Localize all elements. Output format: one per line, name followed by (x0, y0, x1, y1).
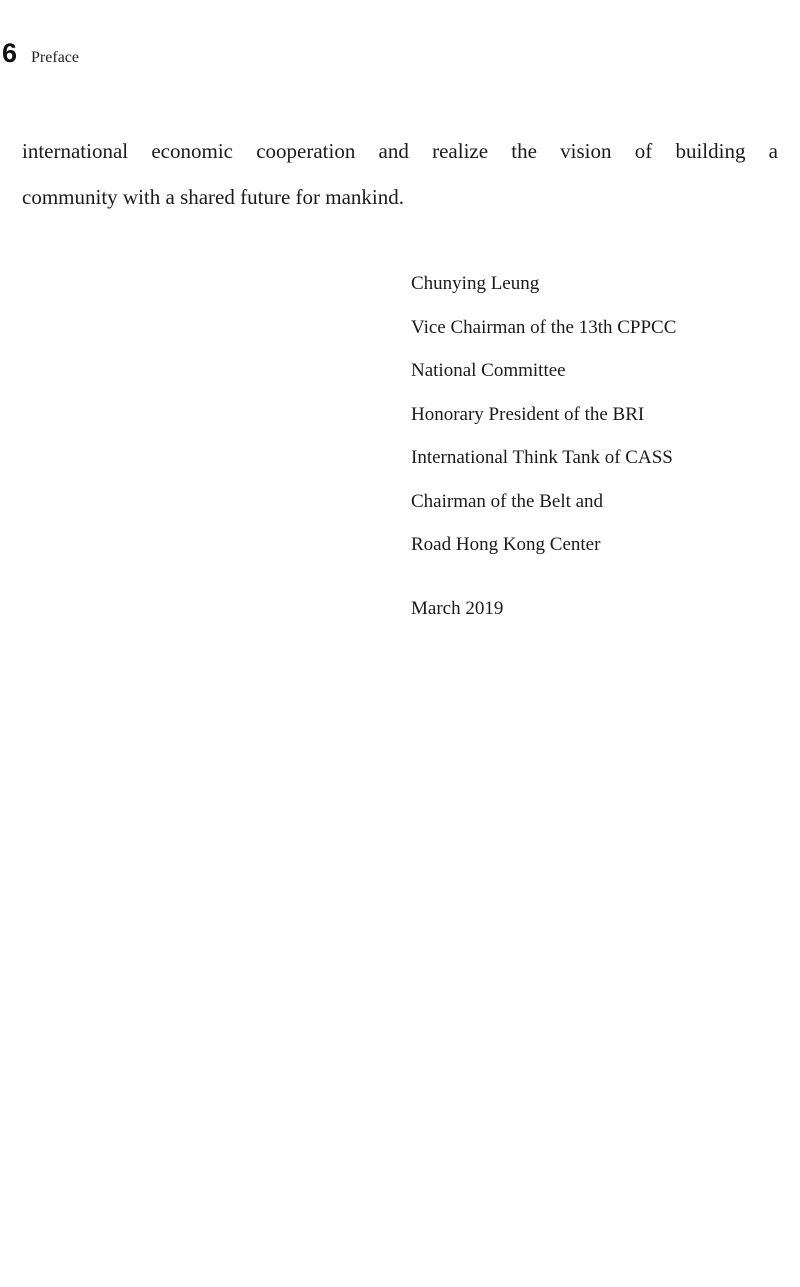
signature-date: March 2019 (411, 597, 504, 619)
body-line: community with a shared future for mankind. (22, 185, 404, 209)
author-title-line: International Think Tank of CASS (411, 447, 673, 468)
author-title-line: Road Hong Kong Center (411, 534, 601, 555)
author-title-line: Chairman of the Belt and (411, 490, 604, 512)
author-title-line: Honorary President of the BRI (411, 403, 645, 425)
page-number: 6 (2, 38, 18, 68)
author-title-line: National Committee (411, 360, 566, 381)
author-title-line: Vice Chairman of the 13th CPPCC (411, 316, 677, 338)
author-name: Chunying Leung (411, 273, 540, 294)
page-header (2, 38, 79, 68)
running-head: Preface (31, 49, 79, 66)
signature-block (411, 266, 781, 627)
body-line: international economic cooperation and realize the vision of building a (22, 139, 778, 163)
body-paragraph (22, 128, 778, 220)
